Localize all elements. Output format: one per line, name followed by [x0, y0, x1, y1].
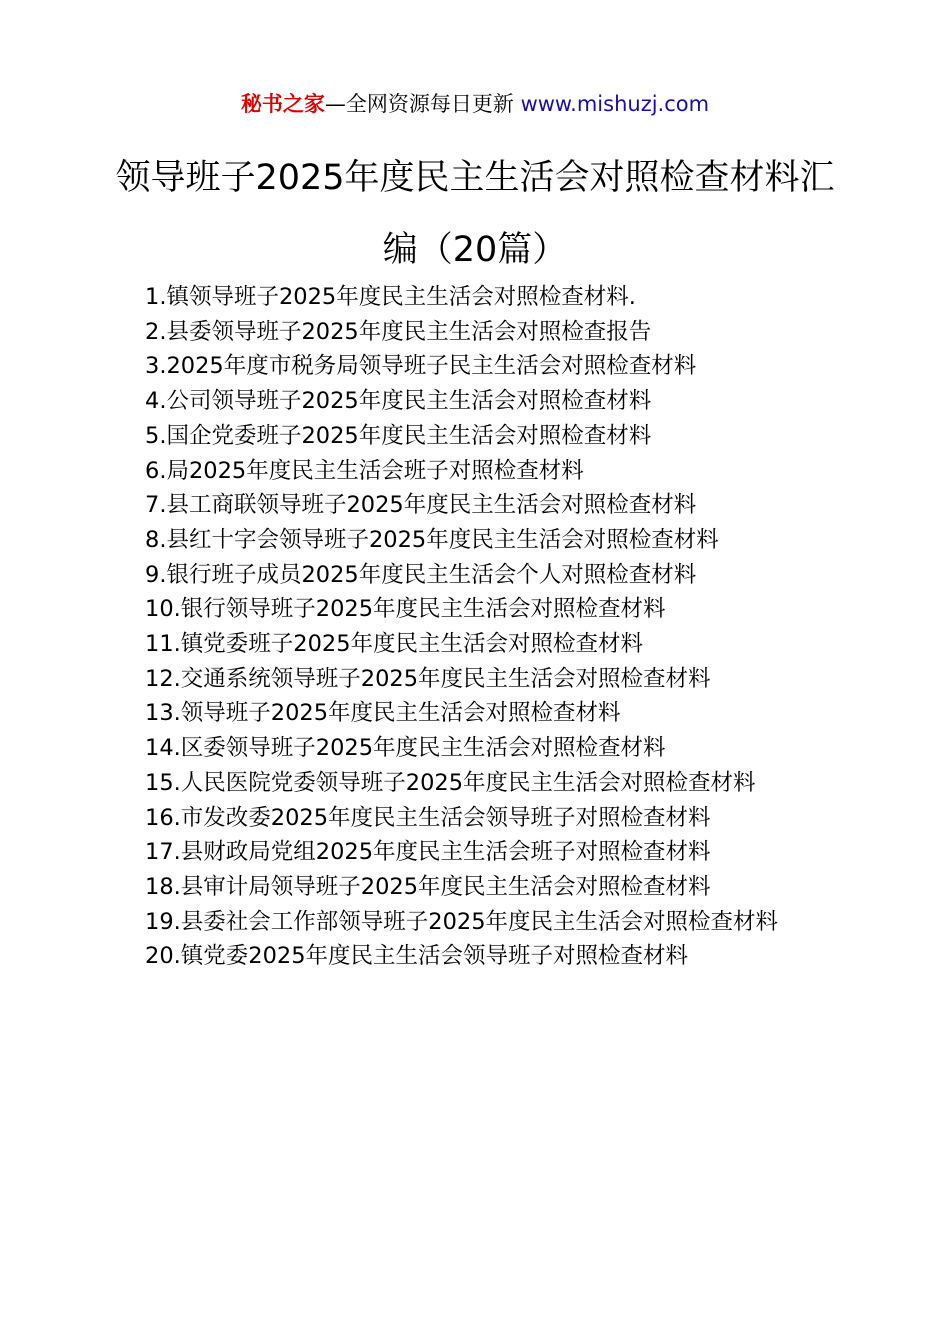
header-tagline: —全网资源每日更新	[324, 92, 521, 116]
toc-item[interactable]: 13.领导班子2025年度民主生活会对照检查材料	[145, 700, 621, 727]
toc-item[interactable]: 18.县审计局领导班子2025年度民主生活会对照检查材料	[145, 873, 711, 900]
toc-item[interactable]: 9.银行班子成员2025年度民主生活会个人对照检查材料	[145, 561, 697, 588]
site-url-link[interactable]: www.mishuzj.com	[520, 92, 710, 116]
toc-item[interactable]: 3.2025年度市税务局领导班子民主生活会对照检查材料	[145, 353, 697, 380]
brand-name: 秘书之家	[240, 92, 325, 116]
toc-item[interactable]: 17.县财政局党组2025年度民主生活会班子对照检查材料	[145, 839, 711, 866]
toc-item[interactable]: 7.县工商联领导班子2025年度民主生活会对照检查材料	[145, 492, 697, 519]
toc-item[interactable]: 5.国企党委班子2025年度民主生活会对照检查材料	[145, 422, 652, 449]
table-of-contents	[145, 280, 815, 974]
toc-item[interactable]: 20.镇党委2025年度民主生活会领导班子对照检查材料	[145, 943, 689, 970]
toc-item[interactable]: 14.区委领导班子2025年度民主生活会对照检查材料	[145, 735, 666, 762]
toc-item[interactable]: 4.公司领导班子2025年度民主生活会对照检查材料	[145, 388, 652, 415]
toc-item[interactable]: 15.人民医院党委领导班子2025年度民主生活会对照检查材料	[145, 769, 756, 796]
toc-item[interactable]: 10.银行领导班子2025年度民主生活会对照检查材料	[145, 596, 666, 623]
toc-item[interactable]: 2.县委领导班子2025年度民主生活会对照检查报告	[145, 318, 652, 345]
document-title: 领导班子2025年度民主生活会对照检查材料汇编（20篇）	[115, 158, 835, 270]
toc-item[interactable]: 6.局2025年度民主生活会班子对照检查材料	[145, 457, 584, 484]
toc-item[interactable]: 8.县红十字会领导班子2025年度民主生活会对照检查材料	[145, 526, 719, 553]
toc-item[interactable]: 16.市发改委2025年度民主生活会领导班子对照检查材料	[145, 804, 711, 831]
toc-item[interactable]: 19.县委社会工作部领导班子2025年度民主生活会对照检查材料	[145, 908, 779, 935]
toc-item[interactable]: 1.镇领导班子2025年度民主生活会对照检查材料.	[145, 284, 636, 310]
site-header	[0, 88, 950, 120]
toc-item[interactable]: 12.交通系统领导班子2025年度民主生活会对照检查材料	[145, 665, 711, 692]
toc-item[interactable]: 11.镇党委班子2025年度民主生活会对照检查材料	[145, 631, 644, 658]
